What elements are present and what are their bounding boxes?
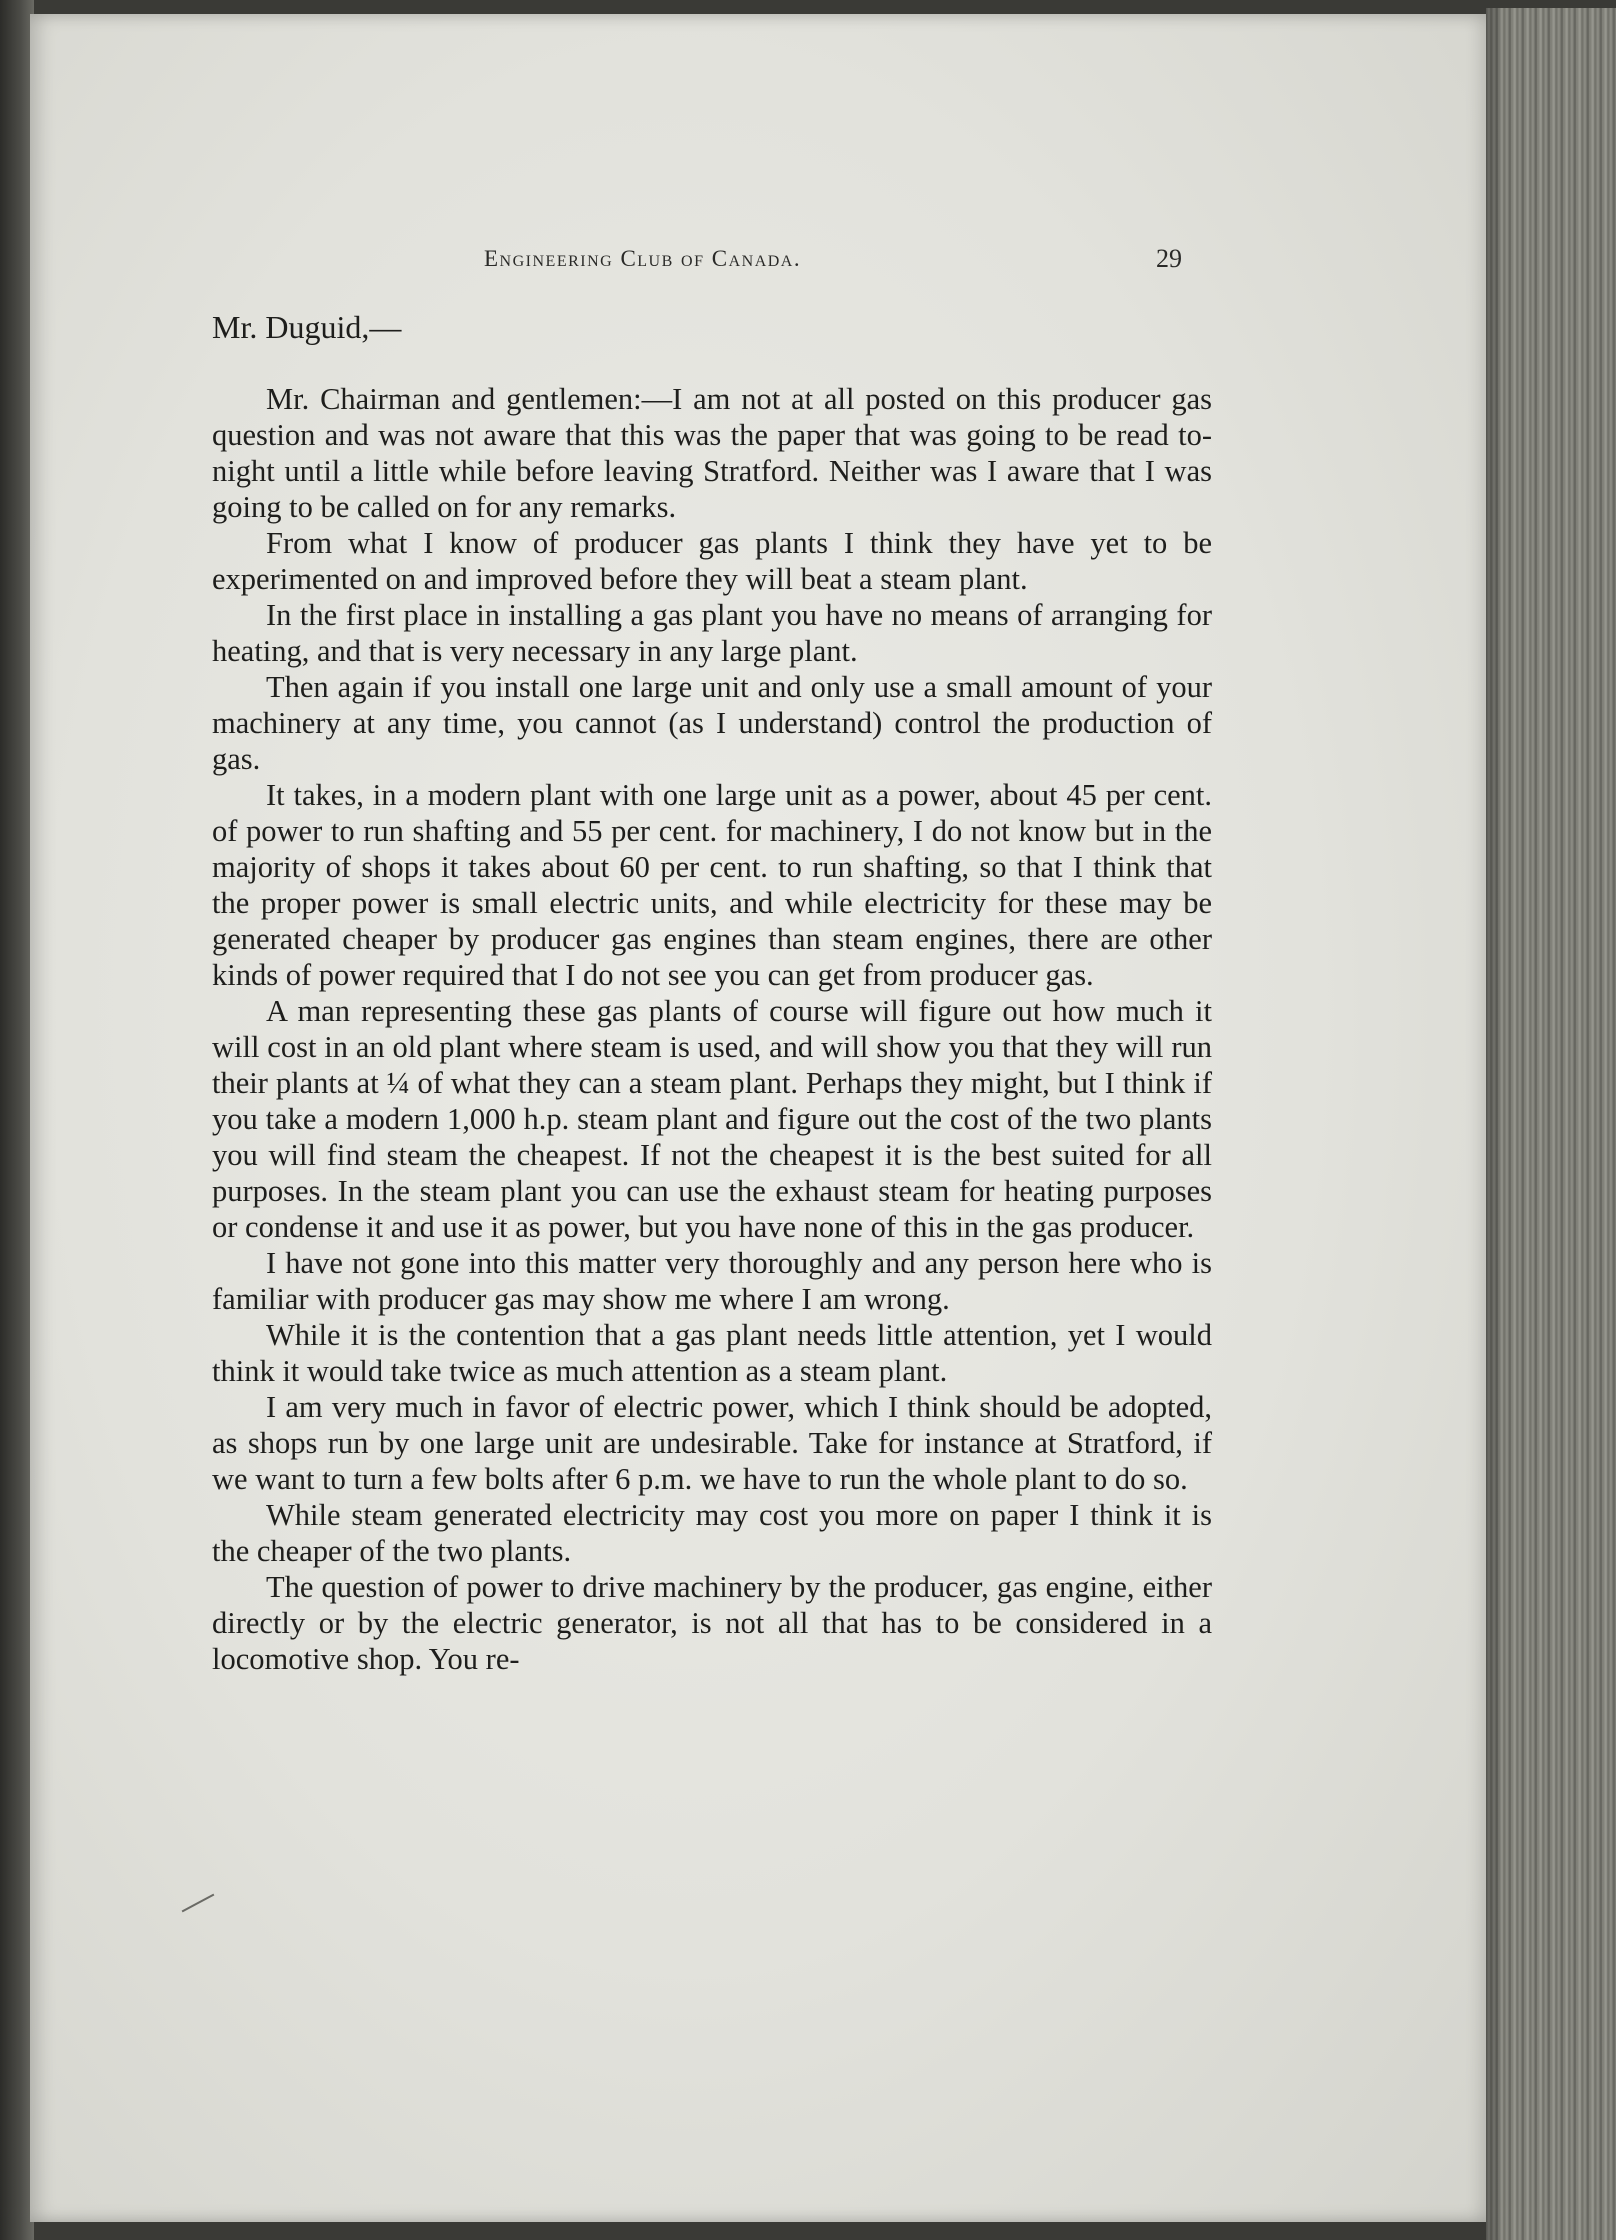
page-number: 29 xyxy=(1156,244,1182,273)
paragraph: In the first place in installing a gas plant you have no means of arranging for heating, and that is very necessary in any large plant. xyxy=(212,598,1212,668)
book-gutter-edge xyxy=(0,0,34,2240)
body-text xyxy=(212,381,1212,1677)
paragraph: I am very much in favor of electric power, which I think should be adopted, as shops run by one large unit are undesirable. Take for instance at Stratford, if we want to turn a few bolts after 6 p.m. we have to run the whole plant to do so. xyxy=(212,1390,1212,1496)
page-edges-stack xyxy=(1486,8,1616,2240)
book-page xyxy=(30,14,1488,2222)
paragraph: Then again if you install one large unit and only use a small amount of your machinery at any time, you cannot (as I understand) control the production of gas. xyxy=(212,670,1212,776)
speaker-heading: Mr. Duguid,— xyxy=(212,309,402,345)
paragraph: A man representing these gas plants of course will figure out how much it will cost in an old plant where steam is used, and will show you that they will run their plants at ¼ of what they can a steam plant. Perhaps they might, but I think if you take a modern 1,000 h.p. steam plant and figure out the cost of the two plants you will find steam the cheapest. If not the cheapest it is the best suited for all purposes. In the steam plant you can use the exhaust steam for heating purposes or condense it and use it as power, but you have none of this in the gas producer. xyxy=(212,994,1212,1244)
running-head xyxy=(30,242,1488,282)
paragraph: The question of power to drive machinery by the producer, gas engine, either directly or by the electric generator, is not all that has to be considered in a locomotive shop. You re- xyxy=(212,1570,1212,1676)
paragraph: It takes, in a modern plant with one large unit as a power, about 45 per cent. of power to run shafting and 55 per cent. for machinery, I do not know but in the majority of shops it takes about 60 per cent. to run shafting, so that I think that the proper power is small electric units, and while electricity for these may be generated cheaper by producer gas engines than steam engines, there are other kinds of power required that I do not see you can get from producer gas. xyxy=(212,778,1212,992)
paragraph: Mr. Chairman and gentlemen:—I am not at all posted on this producer gas question and was not aware that this was the paper that was going to be read to-night until a little while before leaving Stratford. Neither was I aware that I was going to be called on for any remarks. xyxy=(212,382,1212,524)
paragraph: I have not gone into this matter very thoroughly and any person here who is familiar with producer gas may show me where I am wrong. xyxy=(212,1246,1212,1316)
paragraph: While it is the contention that a gas plant needs little attention, yet I would think it would take twice as much attention as a steam plant. xyxy=(212,1318,1212,1388)
pencil-margin-mark xyxy=(182,1894,215,1913)
paragraph: While steam generated electricity may cost you more on paper I think it is the cheaper of the two plants. xyxy=(212,1498,1212,1568)
paragraph: From what I know of producer gas plants I think they have yet to be experimented on and improved before they will beat a steam plant. xyxy=(212,526,1212,596)
running-title: Engineering Club of Canada. xyxy=(484,246,802,271)
